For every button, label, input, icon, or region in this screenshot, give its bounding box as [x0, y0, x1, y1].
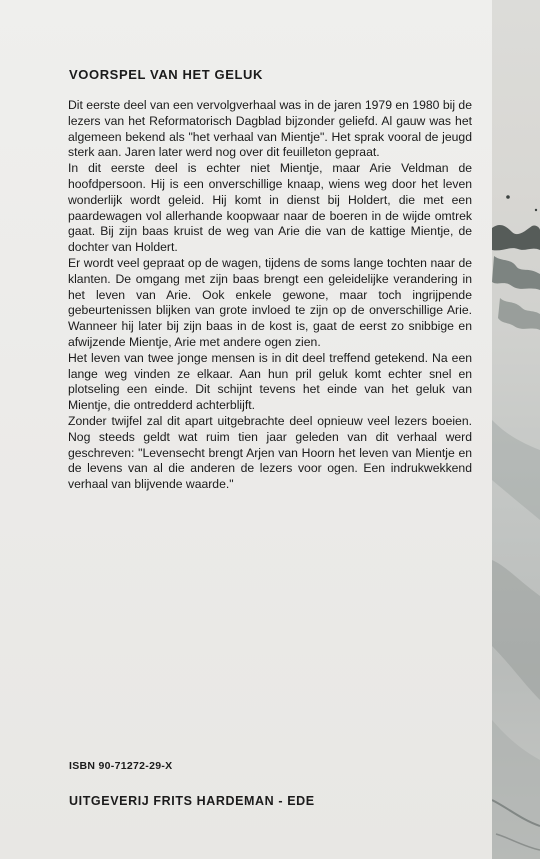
blurb-paragraph: Dit eerste deel van een vervolgverhaal was in de jaren 1979 en 1980 bij de lezers van het Reformatorisch Dagblad bijzonder geliefd. Al gauw was het algemeen bekend als "het verhaal van Mientje". Het sprak vooral de jeugd sterk aan. Jaren later werd nog over dit feuilleton gepraat. [68, 98, 472, 160]
blurb-paragraph: In dit eerste deel is echter niet Mientje, maar Arie Veldman de hoofdpersoon. Hij is een onverschillige knaap, wiens weg door het leven wonderlijk wordt geleid. Hij komt in dienst bij Holdert, die met een paardewagen vol allerhande koopwaar naar de boeren in de wijde omtrek gaat. Bij zijn baas kruist de weg van Arie die van de kattige Mientje, de dochter van Holdert. [68, 161, 472, 255]
publisher-name: UITGEVERIJ FRITS HARDEMAN - EDE [69, 794, 315, 808]
blurb-paragraph: Het leven van twee jonge mensen is in dit deel treffend getekend. Na een lange weg vinden ze elkaar. Aan hun pril geluk komt echter snel en plotseling een einde. Dit schijnt tevens het einde van het geluk van Mientje, die ontredderd achterblijft. [68, 350, 472, 413]
blurb-text [68, 98, 472, 493]
book-title: VOORSPEL VAN HET GELUK [69, 67, 264, 82]
blurb-paragraph: Zonder twijfel zal dit apart uitgebrachte deel opnieuw veel lezers boeien. Nog steeds geldt wat ruim tien jaar geleden van dit verhaal werd geschreven: "Levensecht brengt Arjen van Hoorn het leven van Mientje en de levens van al die anderen de lezers voor ogen. Een indrukwekkend verhaal van blijvende waarde." [68, 413, 472, 492]
wrap-around-artwork [492, 0, 540, 859]
blurb-paragraph: Er wordt veel gepraat op de wagen, tijdens de soms lange tochten naar de klanten. De omgang met zijn baas brengt een geleidelijke verandering in het leven van Arie. Ook enkele gewone, maar toch ingrijpende gebeurtenissen blijken van grote invloed te zijn op de onverschillige Arie. Wanneer hij later bij zijn baas in de kost is, gaat de eerst zo snibbige en afwijzende Mientje, Arie met andere ogen zien. [68, 255, 472, 349]
isbn-number: ISBN 90-71272-29-X [69, 760, 173, 772]
spine-illustration [492, 0, 540, 859]
